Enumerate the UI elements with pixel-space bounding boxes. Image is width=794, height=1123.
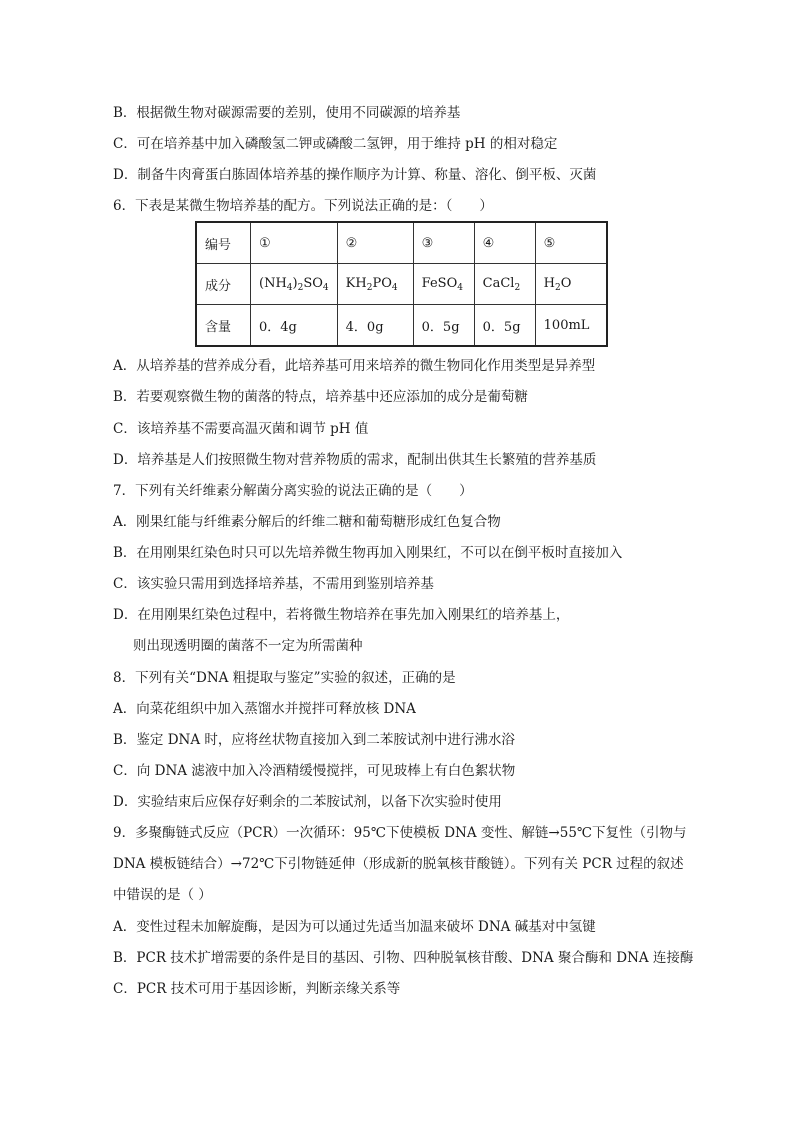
cell-number-3: ③ — [413, 222, 474, 264]
cell-amount-5: 100mL — [535, 305, 607, 347]
q6-option-c: C．该培养基不需要高温灭菌和调节 pH 值 — [113, 421, 369, 437]
cell-number-5: ⑤ — [535, 222, 607, 264]
cell-number-4: ④ — [474, 222, 535, 264]
q6-stem: 6．下表是某微生物培养基的配方。下列说法正确的是：（ ） — [113, 198, 493, 214]
q7-option-d-line2: 则出现透明圈的菌落不一定为所需菌种 — [133, 638, 363, 654]
q9-stem-line2: DNA 模板链结合）→72℃下引物链延伸（形成新的脱氧核苷酸链）。下列有关 PCR 过程的叙述 — [113, 856, 684, 872]
q6-option-a: A．从培养基的营养成分看，此培养基可用来培养的微生物同化作用类型是异养型 — [113, 358, 596, 374]
q9-stem-line1: 9．多聚酶链式反应（PCR）一次循环：95℃下使模板 DNA 变性、解链→55℃下复性（引物与 — [113, 825, 687, 841]
row-label-component: 成分 — [196, 264, 251, 305]
q7-option-d-line1: D．在用刚果红染色过程中，若将微生物培养在事先加入刚果红的培养基上， — [113, 607, 570, 623]
q7-stem: 7．下列有关纤维素分解菌分离实验的说法正确的是（ ） — [113, 483, 473, 499]
q8-option-d: D．实验结束后应保存好剩余的二苯胺试剂，以备下次实验时使用 — [113, 794, 502, 810]
q8-option-a: A．向菜花组织中加入蒸馏水并搅拌可释放核 DNA — [113, 701, 416, 717]
cell-component-5: $H_2O$ — [535, 264, 607, 305]
q9-option-a: A．变性过程未加解旋酶，是因为可以通过先适当加温来破坏 DNA 碱基对中氢键 — [113, 919, 596, 935]
culture-medium-table — [195, 221, 608, 347]
cell-component-3: FeSO$_4$ — [413, 264, 474, 305]
table-row-number — [196, 222, 607, 264]
q7-option-b: B．在用刚果红染色时只可以先培养微生物再加入刚果红，不可以在倒平板时直接加入 — [113, 545, 623, 561]
row-label-number: 编号 — [196, 222, 251, 264]
q5-option-d: D．制备牛肉膏蛋白胨固体培养基的操作顺序为计算、称量、溶化、倒平板、灭菌 — [113, 167, 597, 183]
cell-amount-1: 0．4g — [251, 305, 338, 347]
cell-amount-2: 4．0g — [337, 305, 413, 347]
cell-amount-3: 0．5g — [413, 305, 474, 347]
q6-option-d: D．培养基是人们按照微生物对营养物质的需求，配制出供其生长繁殖的营养基质 — [113, 452, 597, 468]
q9-option-b: B．PCR 技术扩增需要的条件是目的基因、引物、四种脱氧核苷酸、DNA 聚合酶和 DNA 连接酶 — [113, 950, 694, 966]
cell-amount-4: 0．5g — [474, 305, 535, 347]
table-row-component — [196, 264, 607, 305]
cell-number-2: ② — [337, 222, 413, 264]
table-row-amount — [196, 305, 607, 347]
q8-option-c: C．向 DNA 滤液中加入冷酒精缓慢搅拌，可见玻棒上有白色絮状物 — [113, 763, 516, 779]
q5-option-c: C．可在培养基中加入磷酸氢二钾或磷酸二氢钾，用于维持 pH 的相对稳定 — [113, 136, 558, 152]
q8-option-b: B．鉴定 DNA 时，应将丝状物直接加入到二苯胺试剂中进行沸水浴 — [113, 732, 515, 748]
q7-option-c: C．该实验只需用到选择培养基，不需用到鉴别培养基 — [113, 576, 434, 592]
cell-component-1: $(NH_4)_2SO_4$ — [251, 264, 338, 305]
row-label-amount: 含量 — [196, 305, 251, 347]
cell-component-4: CaCl$_2$ — [474, 264, 535, 305]
q8-stem: 8．下列有关“DNA 粗提取与鉴定”实验的叙述，正确的是 — [113, 670, 456, 686]
q7-option-a: A．刚果红能与纤维素分解后的纤维二糖和葡萄糖形成红色复合物 — [113, 514, 501, 530]
q6-option-b: B．若要观察微生物的菌落的特点，培养基中还应添加的成分是葡萄糖 — [113, 389, 528, 405]
cell-number-1: ① — [251, 222, 338, 264]
q9-option-c: C．PCR 技术可用于基因诊断，判断亲缘关系等 — [113, 981, 401, 997]
q5-option-b: B．根据微生物对碳源需要的差别，使用不同碳源的培养基 — [113, 105, 461, 121]
cell-component-2: $KH_2PO_4$ — [337, 264, 413, 305]
q9-stem-line3: 中错误的是（ ） — [113, 887, 212, 903]
